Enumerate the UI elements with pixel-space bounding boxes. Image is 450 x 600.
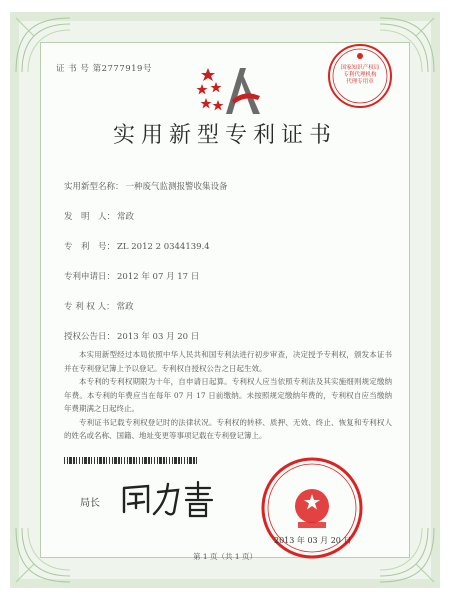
- page-number: 第 1 页（共 1 页）: [192, 552, 258, 561]
- certificate-body: [64, 348, 392, 443]
- filing-date-value: 2012 年 07 月 17 日: [117, 272, 200, 282]
- cert-no-label: 证 书 号 第: [56, 64, 102, 74]
- utility-model-name: [64, 180, 228, 192]
- body-paragraph-3: 专利证书记载专利权登记时的法律状况。专利权的转移、质押、无效、终止、恢复和专利权人的姓名或名称、国籍、地址变更等事项记载在专利登记簿上。: [64, 417, 392, 440]
- agency-seal-line2: 专利代理机构: [343, 72, 377, 78]
- patentee: [64, 300, 134, 312]
- agency-seal-line1: 国家知识产权局: [340, 65, 380, 71]
- inventor-value: 常政: [117, 212, 135, 222]
- name-value: 一种废气监测报警收集设备: [125, 182, 228, 192]
- grant-date-value: 2013 年 03 月 20 日: [117, 332, 200, 342]
- agency-seal-line3: 代理专用章: [346, 79, 374, 85]
- director-label: 局长: [80, 498, 100, 509]
- filing-date-label: 专利申请日：: [64, 272, 116, 282]
- body-paragraph-1: 本实用新型经过本局依照中华人民共和国专利法进行初步审查，决定授予专利权，颁发本证书并在专利登记簿上予以登记。专利权自授权公告之日起生效。: [64, 350, 392, 373]
- patent-number: [64, 240, 210, 252]
- barcode-icon: [64, 457, 198, 464]
- patent-no-value: ZL 2012 2 0344139.4: [117, 242, 210, 252]
- name-label: 实用新型名称：: [64, 182, 124, 192]
- patent-no-label: 专 利 号：: [64, 242, 116, 252]
- agency-seal-text: [339, 65, 381, 86]
- director-signature-icon: [118, 478, 218, 518]
- cert-no-suffix: 号: [142, 64, 152, 74]
- body-paragraph-2: 本专利的专利权期限为十年，自申请日起算。专利权人应当依照专利法及其实施细则规定缴纳年费。本专利的年费应当在每年 07 月 17 日前缴纳。未按照规定缴纳年费的，专利权自应当缴纳年费期满之日起终止。: [64, 377, 392, 413]
- grant-date-label: 授权公告日：: [64, 332, 116, 342]
- sipo-logo-icon: [196, 62, 266, 120]
- cert-no-value: 2777919: [101, 64, 143, 74]
- inventor-label: 发 明 人：: [64, 212, 116, 222]
- inventor: [64, 210, 134, 222]
- owner-label: 专 利 权 人：: [64, 302, 115, 312]
- certificate-number: [56, 62, 152, 74]
- grant-date: [64, 330, 199, 342]
- certificate-title: 实用新型专利证书: [112, 123, 337, 148]
- owner-value: 常政: [116, 302, 134, 312]
- filing-date: [64, 270, 199, 282]
- seal-date: 2013 年 03 月 20 日: [274, 536, 352, 545]
